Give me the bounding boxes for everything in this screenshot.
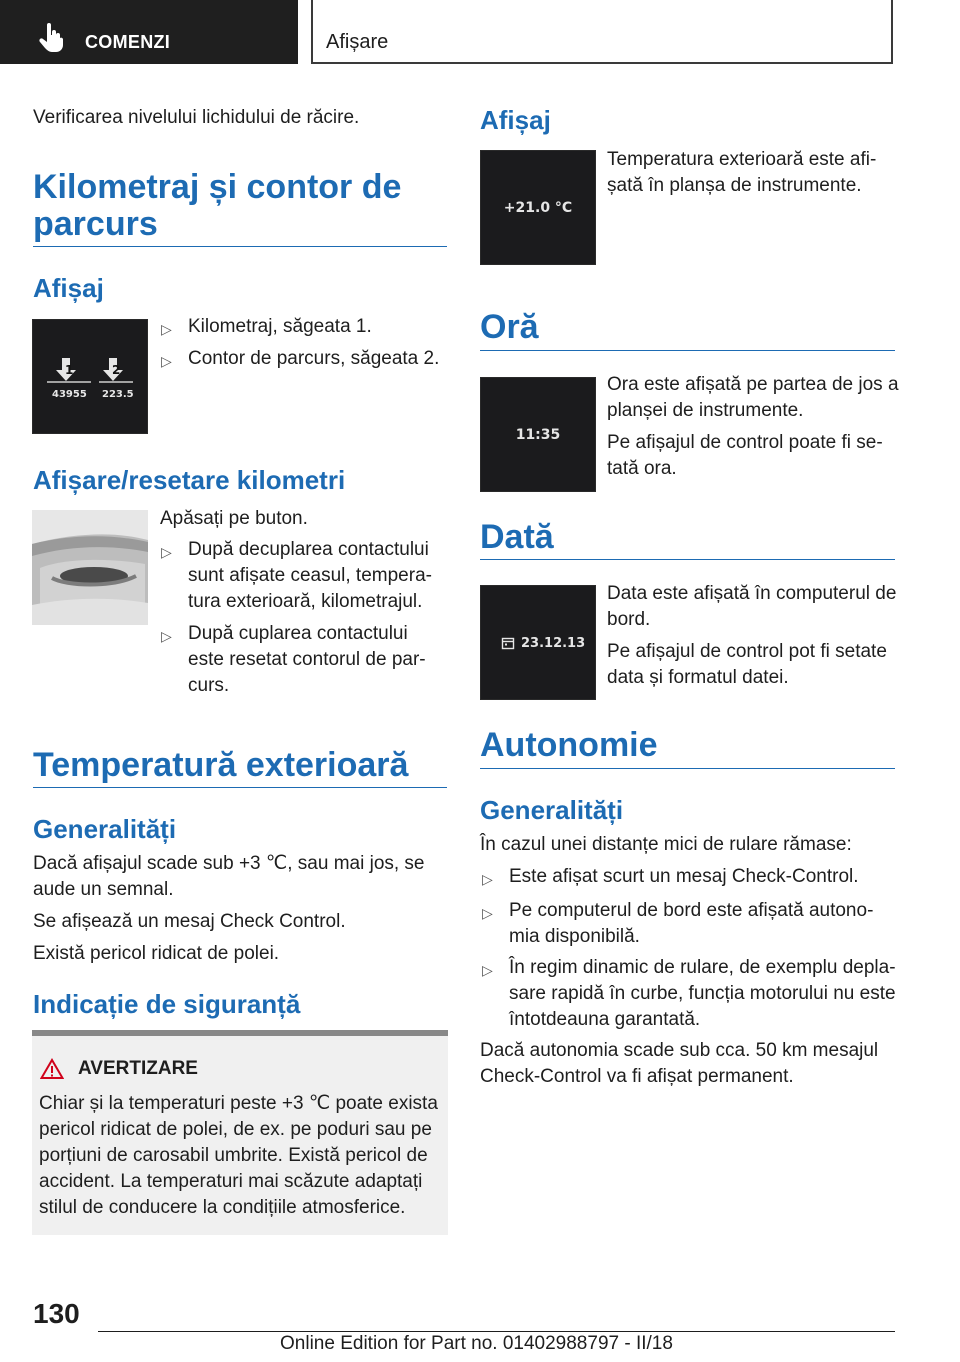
odometer-value: 43955 <box>52 389 87 400</box>
time-display-value: 11:35 <box>515 426 561 443</box>
heading-rule <box>33 246 447 247</box>
odometer-title-line2: parcurs <box>33 205 158 243</box>
warning-triangle-icon <box>40 1058 64 1080</box>
page-number: 130 <box>33 1298 80 1329</box>
outside-temp-title: Temperatură exterioară <box>33 746 409 784</box>
odometer-display-image <box>32 319 148 434</box>
warning-text-line: porțiuni de carosabil umbrite. Există pericol de <box>39 1145 428 1166</box>
reset-button-image <box>32 510 148 625</box>
bullet-icon: ▷ <box>161 544 172 560</box>
bullet-icon: ▷ <box>482 871 493 887</box>
warning-text-line: pericol ridicat de polei, de ex. pe poduri sau pe <box>39 1119 432 1140</box>
trip-value: 223.5 <box>102 389 134 400</box>
warning-label: AVERTIZARE <box>78 1058 198 1079</box>
range-title: Autonomie <box>480 726 658 764</box>
bullet-text-line: Este afișat scurt un mesaj Check-Control. <box>509 866 859 887</box>
bullet-text-line: sare rapidă în curbe, funcția motorului nu este <box>509 983 896 1004</box>
time-text-line: Ora este afișată pe partea de jos a <box>607 374 899 395</box>
chapter-tab-label: COMENZI <box>85 32 171 52</box>
range-intro: În cazul unei distanțe mici de rulare rămase: <box>480 834 852 855</box>
bullet-icon: ▷ <box>482 962 493 978</box>
time-text-line: tată ora. <box>607 458 677 479</box>
bullet-text-line: întotdeauna garantată. <box>509 1009 701 1030</box>
heading-rule <box>33 787 447 788</box>
temp-para1-line1: Dacă afișajul scade sub +3 ℃, sau mai jos, se <box>33 853 425 874</box>
heading-rule <box>480 350 895 351</box>
range-final-line: Check-Control va fi afișat permanent. <box>480 1066 794 1087</box>
temp-para2: Se afișează un mesaj Check Control. <box>33 911 346 932</box>
odometer-display-heading: Afișaj <box>33 273 104 303</box>
range-final-line: Dacă autonomia scade sub cca. 50 km mesajul <box>480 1040 879 1061</box>
warning-text-line: stilul de conducere la condițiile atmosferice. <box>39 1197 406 1218</box>
general-heading: Generalități <box>33 814 177 844</box>
bullet-text-line: După cuplarea contactului <box>188 623 408 644</box>
temp-text-line: Temperatura exterioară este afi- <box>607 149 877 170</box>
arrow-2-number: 2 <box>112 363 121 377</box>
bullet-text: Contor de parcurs, săgeata 2. <box>188 348 440 369</box>
bullet-text-line: După decuplarea contactului <box>188 539 429 560</box>
range-general-heading: Generalități <box>480 795 624 825</box>
bullet-text-line: mia disponibilă. <box>509 926 640 947</box>
warning-text-line: accident. La temperaturi mai scăzute adaptați <box>39 1171 423 1192</box>
warning-text-line: Chiar și la temperaturi peste +3 ℃ poate exista <box>39 1093 438 1114</box>
safety-heading: Indicație de siguranță <box>33 989 301 1019</box>
bullet-text-line: sunt afișate ceasul, tempera- <box>188 565 432 586</box>
date-display-image <box>480 585 596 700</box>
bullet-text: Kilometraj, săgeata 1. <box>188 316 372 337</box>
bullet-text-line: Pe computerul de bord este afișată autono- <box>509 900 874 921</box>
date-text-line: bord. <box>607 609 651 630</box>
right-display-heading: Afișaj <box>480 105 551 135</box>
date-text-line: Pe afișajul de control pot fi setate <box>607 641 887 662</box>
date-text-line: data și formatul datei. <box>607 667 789 688</box>
temperature-display-value: +21.0 °C <box>503 199 573 216</box>
temperature-display-image <box>480 150 596 265</box>
date-text-line: Data este afișată în computerul de <box>607 583 897 604</box>
bullet-text-line: curs. <box>188 675 230 696</box>
bullet-icon: ▷ <box>161 321 172 337</box>
calendar-icon <box>501 636 515 650</box>
time-text-line: Pe afișajul de control poate fi se- <box>607 432 883 453</box>
footer-rule <box>98 1331 895 1332</box>
time-display-image <box>480 377 596 492</box>
time-title: Oră <box>480 308 539 346</box>
temp-para1-line2: aude un semnal. <box>33 879 174 900</box>
arrow-1-number: 1 <box>65 363 74 377</box>
bullet-text-line: tura exterioară, kilometrajul. <box>188 591 423 612</box>
bullet-text-line: este resetat contorul de par- <box>188 649 426 670</box>
heading-rule <box>480 768 895 769</box>
intro-text: Verificarea nivelului lichidului de răcire. <box>33 107 360 128</box>
bullet-text-line: În regim dinamic de rulare, de exemplu depla- <box>509 957 896 978</box>
odometer-title-line1: Kilometraj și contor de <box>33 168 402 206</box>
edition-text: Online Edition for Part no. 01402988797 - II/18 <box>280 1333 673 1354</box>
section-title-box <box>311 0 893 64</box>
bullet-icon: ▷ <box>161 353 172 369</box>
bullet-icon: ▷ <box>482 905 493 921</box>
bullet-icon: ▷ <box>161 628 172 644</box>
heading-rule <box>480 559 895 560</box>
date-title: Dată <box>480 518 554 556</box>
reset-intro: Apăsați pe buton. <box>160 508 308 529</box>
section-title: Afișare <box>326 31 389 53</box>
time-text-line: planșei de instrumente. <box>607 400 804 421</box>
temp-text-line: șată în planșa de instrumente. <box>607 175 862 196</box>
reset-heading: Afișare/resetare kilometri <box>33 465 346 495</box>
date-display-value: 23.12.13 <box>521 636 586 651</box>
temp-para3: Există pericol ridicat de polei. <box>33 943 280 964</box>
hand-pointer-icon <box>36 22 66 52</box>
